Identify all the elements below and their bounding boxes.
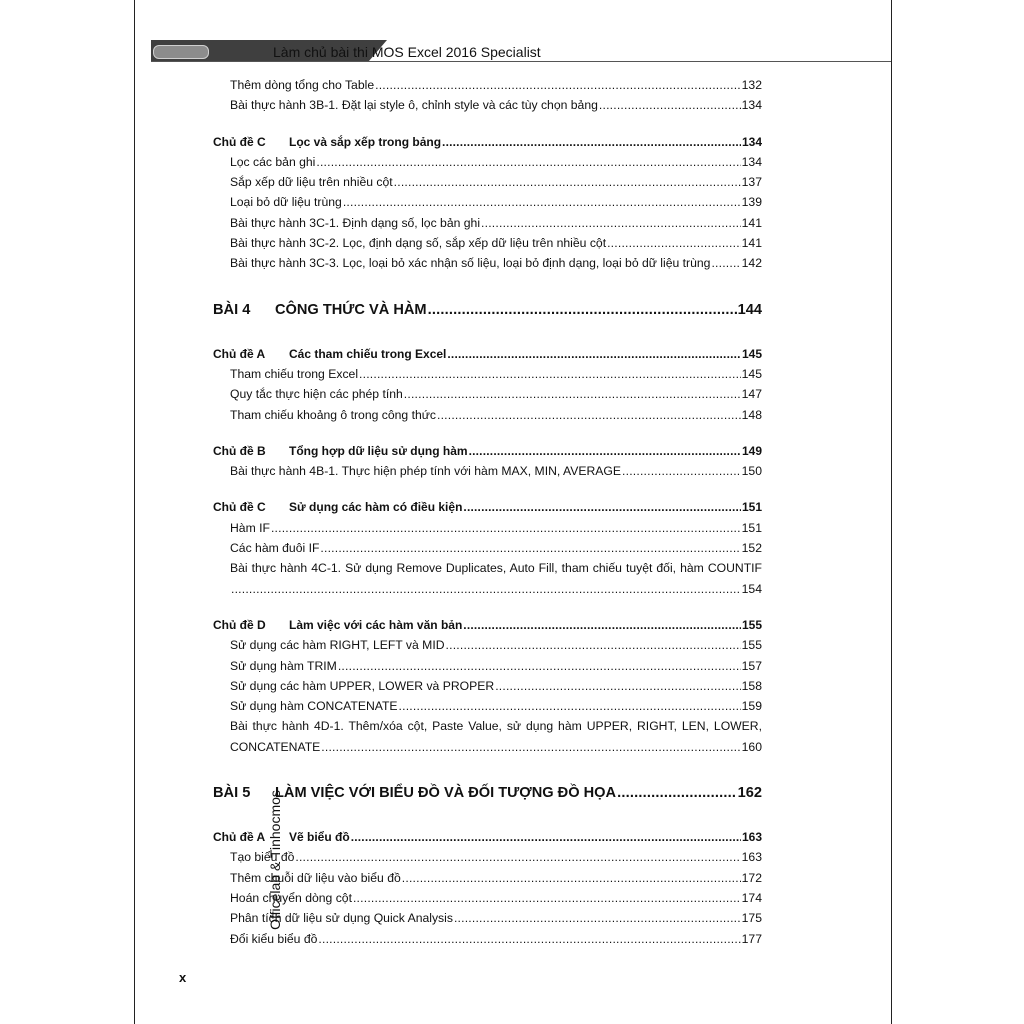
toc-topic[interactable]: Chủ đề A Các tham chiếu trong Excel ..... 145 <box>213 344 762 364</box>
header-rule <box>151 61 891 62</box>
toc-entry[interactable]: Tạo biểu đồ ..... 163 <box>213 847 762 867</box>
toc-topic[interactable]: Chủ đề D Làm việc với các hàm văn bản ..... 155 <box>213 615 762 635</box>
toc-topic[interactable]: Chủ đề A Vẽ biểu đồ ..... 163 <box>213 827 762 847</box>
toc-entry[interactable]: Bài thực hành 3C-3. Lọc, loại bỏ xác nhận số liệu, loại bỏ định dạng, loại bỏ dữ liệu trùng ..... 142 <box>213 253 762 273</box>
toc-entry[interactable]: Sắp xếp dữ liệu trên nhiều cột ..... 137 <box>213 172 762 192</box>
toc-entry[interactable]: Sử dụng các hàm UPPER, LOWER và PROPER ..... 158 <box>213 676 762 696</box>
book-page <box>134 0 892 1024</box>
toc-topic[interactable]: Chủ đề C Lọc và sắp xếp trong bảng ..... 134 <box>213 132 762 152</box>
toc-topic[interactable]: Chủ đề C Sử dụng các hàm có điều kiện ..... 151 <box>213 497 762 517</box>
toc-entry[interactable]: Bài thực hành 3C-1. Định dạng số, lọc bản ghi ..... 141 <box>213 213 762 233</box>
toc-entry[interactable]: Bài thực hành 3C-2. Lọc, định dạng số, sắp xếp dữ liệu trên nhiều cột ..... 141 <box>213 233 762 253</box>
side-publisher-text: Officelab & Tinhocmos <box>267 790 283 930</box>
toc-topic[interactable]: Chủ đề B Tổng hợp dữ liệu sử dụng hàm ..... 149 <box>213 441 762 461</box>
toc-entry[interactable]: Sử dụng các hàm RIGHT, LEFT và MID ..... 155 <box>213 635 762 655</box>
toc-entry[interactable]: Sử dụng hàm TRIM ..... 157 <box>213 656 762 676</box>
toc-chapter[interactable]: BÀI 4 CÔNG THỨC VÀ HÀM ..... 144 <box>213 297 762 323</box>
table-of-contents <box>213 75 762 949</box>
toc-entry[interactable]: Các hàm đuôi IF ..... 152 <box>213 538 762 558</box>
toc-entry[interactable]: Hoán chuyển dòng cột ..... 174 <box>213 888 762 908</box>
toc-entry[interactable]: Tham chiếu trong Excel ..... 145 <box>213 364 762 384</box>
toc-entry[interactable]: Thêm chuỗi dữ liệu vào biểu đồ ..... 172 <box>213 868 762 888</box>
toc-chapter[interactable]: BÀI 5 LÀM VIỆC VỚI BIỂU ĐỒ VÀ ĐỐI TƯỢNG ĐỒ HỌA ..... 162 <box>213 780 762 806</box>
toc-entry-continuation[interactable]: CONCATENATE ..... 160 <box>213 737 762 757</box>
toc-entry[interactable]: Quy tắc thực hiện các phép tính ..... 147 <box>213 384 762 404</box>
toc-entry[interactable]: Bài thực hành 3B-1. Đặt lại style ô, chỉnh style và các tùy chọn bảng ..... 134 <box>213 95 762 115</box>
toc-entry-continuation[interactable]: ..... 154 <box>213 579 762 599</box>
toc-entry[interactable]: Lọc các bản ghi ..... 134 <box>213 152 762 172</box>
header-title: Làm chủ bài thi MOS Excel 2016 Specialist <box>273 44 541 60</box>
toc-entry[interactable]: Sử dụng hàm CONCATENATE ..... 159 <box>213 696 762 716</box>
toc-entry[interactable]: Loại bỏ dữ liệu trùng ..... 139 <box>213 192 762 212</box>
header-pill <box>153 45 209 59</box>
toc-entry[interactable]: Phân tích dữ liệu sử dụng Quick Analysis ..... 175 <box>213 908 762 928</box>
toc-entry[interactable]: Hàm IF ..... 151 <box>213 518 762 538</box>
toc-entry-wrapped[interactable]: Bài thực hành 4D-1. Thêm/xóa cột, Paste Value, sử dụng hàm UPPER, RIGHT, LEN, LOWER, <box>230 719 762 734</box>
toc-entry[interactable]: Tham chiếu khoảng ô trong công thức ..... 148 <box>213 405 762 425</box>
toc-entry[interactable]: Thêm dòng tổng cho Table ..... 132 <box>213 75 762 95</box>
toc-entry[interactable]: Bài thực hành 4B-1. Thực hiện phép tính với hàm MAX, MIN, AVERAGE ..... 150 <box>213 461 762 481</box>
toc-entry-wrapped[interactable]: Bài thực hành 4C-1. Sử dụng Remove Duplicates, Auto Fill, tham chiếu tuyệt đối, hàm COUNTIF <box>230 561 762 576</box>
toc-entry[interactable]: Đổi kiểu biểu đồ ..... 177 <box>213 929 762 949</box>
page-number: x <box>179 970 187 985</box>
